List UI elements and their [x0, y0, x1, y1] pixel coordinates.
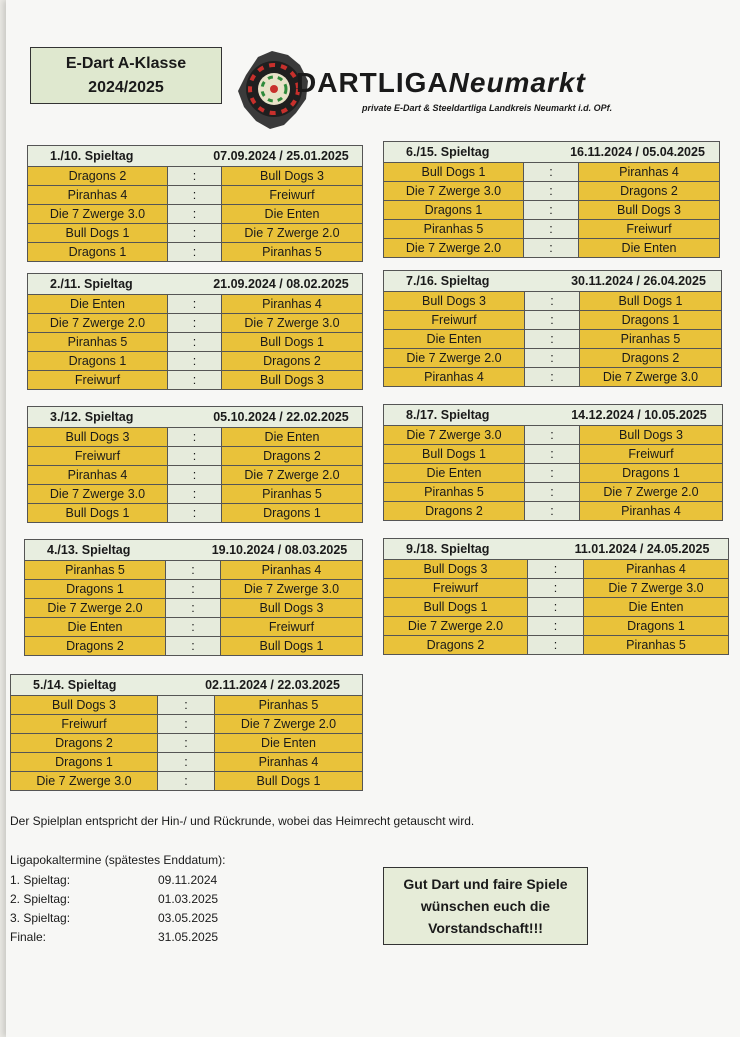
away-team: Bull Dogs 3: [579, 201, 719, 219]
away-team: Dragons 2: [579, 182, 719, 200]
away-team: Bull Dogs 3: [222, 371, 362, 389]
away-team: Die 7 Zwerge 3.0: [221, 580, 362, 598]
match-row: [384, 464, 722, 483]
cup-round-label: 2. Spieltag:: [10, 892, 71, 906]
match-separator: :: [528, 598, 584, 616]
match-separator: :: [166, 561, 221, 579]
matchday-block: [27, 406, 363, 523]
matchday-header: [384, 271, 721, 292]
match-separator: :: [166, 637, 221, 655]
matchday-label: 9./18. Spieltag: [406, 542, 490, 556]
matchday-dates: 07.09.2024 / 25.01.2025: [213, 149, 349, 163]
greeting-line: Vorstandschaft!!!: [428, 920, 543, 936]
matchday-dates: 14.12.2024 / 10.05.2025: [571, 408, 707, 422]
away-team: Die Enten: [222, 428, 362, 446]
away-team: Bull Dogs 3: [222, 167, 362, 185]
away-team: Die 7 Zwerge 3.0: [580, 368, 721, 386]
home-team: Bull Dogs 1: [28, 224, 168, 242]
match-separator: :: [524, 163, 579, 181]
away-team: Piranhas 5: [584, 636, 728, 654]
match-row: [384, 368, 721, 386]
match-separator: :: [158, 772, 215, 790]
match-row: [384, 560, 728, 579]
match-row: [28, 186, 362, 205]
home-team: Bull Dogs 1: [384, 163, 524, 181]
matchday-header: [28, 146, 362, 167]
matchday-label: 7./16. Spieltag: [406, 274, 490, 288]
match-separator: :: [524, 201, 579, 219]
match-separator: :: [166, 580, 221, 598]
home-team: Bull Dogs 1: [28, 504, 168, 522]
matchday-block: [10, 674, 363, 791]
away-team: Freiwurf: [221, 618, 362, 636]
home-team: Bull Dogs 1: [384, 598, 528, 616]
away-team: Dragons 2: [580, 349, 721, 367]
away-team: Die Enten: [579, 239, 719, 257]
match-separator: :: [168, 485, 222, 503]
home-team: Dragons 2: [384, 502, 525, 520]
cup-round-label: 1. Spieltag:: [10, 873, 71, 887]
away-team: Die 7 Zwerge 2.0: [215, 715, 362, 733]
away-team: Die 7 Zwerge 3.0: [584, 579, 728, 597]
match-row: [28, 371, 362, 389]
match-row: [28, 295, 362, 314]
matchday-dates: 02.11.2024 / 22.03.2025: [205, 678, 340, 692]
match-separator: :: [525, 464, 580, 482]
matchday-dates: 30.11.2024 / 26.04.2025: [571, 274, 706, 288]
match-separator: :: [168, 224, 222, 242]
match-row: [28, 466, 362, 485]
matchday-block: [27, 273, 363, 390]
cup-row: [10, 873, 250, 891]
greeting-line: Gut Dart und faire Spiele: [403, 876, 568, 892]
home-team: Freiwurf: [384, 579, 528, 597]
home-team: Die 7 Zwerge 3.0: [384, 182, 524, 200]
match-separator: :: [525, 349, 580, 367]
logo-subtitle: private E-Dart & Steeldartliga Landkreis Neumarkt i.d. OPf.: [362, 103, 613, 113]
match-separator: :: [528, 560, 584, 578]
match-row: [28, 447, 362, 466]
match-separator: :: [525, 502, 580, 520]
match-row: [11, 715, 362, 734]
cup-row: [10, 930, 250, 948]
match-row: [384, 292, 721, 311]
home-team: Bull Dogs 3: [28, 428, 168, 446]
match-separator: :: [528, 579, 584, 597]
match-row: [25, 618, 362, 637]
match-separator: :: [528, 617, 584, 635]
match-row: [28, 243, 362, 261]
match-separator: :: [166, 599, 221, 617]
matchday-header: [384, 539, 728, 560]
matchday-block: [383, 141, 720, 258]
home-team: Dragons 1: [25, 580, 166, 598]
match-row: [384, 311, 721, 330]
home-team: Die Enten: [28, 295, 168, 313]
matchday-block: [27, 145, 363, 262]
dartliga-logo: [236, 47, 706, 132]
match-row: [11, 772, 362, 790]
match-separator: :: [525, 330, 580, 348]
away-team: Bull Dogs 3: [221, 599, 362, 617]
home-team: Piranhas 5: [384, 220, 524, 238]
matchday-header: [25, 540, 362, 561]
home-team: Freiwurf: [384, 311, 525, 329]
season-title: 2024/2025: [88, 78, 164, 96]
match-row: [28, 314, 362, 333]
match-separator: :: [168, 295, 222, 313]
cup-round-date: 31.05.2025: [158, 930, 219, 944]
match-separator: :: [168, 466, 222, 484]
match-row: [28, 504, 362, 522]
matchday-dates: 16.11.2024 / 05.04.2025: [570, 145, 705, 159]
greeting-box: [383, 867, 588, 945]
home-team: Piranhas 5: [384, 483, 525, 501]
away-team: Piranhas 5: [222, 485, 362, 503]
home-team: Bull Dogs 3: [11, 696, 158, 714]
match-row: [384, 617, 728, 636]
match-separator: :: [168, 186, 222, 204]
cup-round-date: 03.05.2025: [158, 911, 219, 925]
away-team: Piranhas 5: [215, 696, 362, 714]
away-team: Die Enten: [215, 734, 362, 752]
home-team: Bull Dogs 1: [384, 445, 525, 463]
match-separator: :: [525, 426, 580, 444]
home-team: Dragons 2: [28, 167, 168, 185]
matchday-label: 8./17. Spieltag: [406, 408, 490, 422]
matchday-label: 5./14. Spieltag: [33, 678, 117, 692]
match-row: [384, 201, 719, 220]
home-team: Dragons 2: [384, 636, 528, 654]
home-team: Die 7 Zwerge 2.0: [384, 349, 525, 367]
home-team: Die 7 Zwerge 3.0: [28, 485, 168, 503]
matchday-block: [383, 404, 723, 521]
home-team: Die 7 Zwerge 3.0: [384, 426, 525, 444]
matchday-label: 3./12. Spieltag: [50, 410, 134, 424]
home-team: Dragons 2: [11, 734, 158, 752]
match-row: [384, 579, 728, 598]
home-team: Piranhas 4: [384, 368, 525, 386]
matchday-dates: 21.09.2024 / 08.02.2025: [213, 277, 349, 291]
greeting-line: wünschen euch die: [420, 898, 551, 914]
match-separator: :: [158, 696, 215, 714]
matchday-label: 4./13. Spieltag: [47, 543, 131, 557]
away-team: Dragons 2: [222, 352, 362, 370]
home-team: Die 7 Zwerge 3.0: [28, 205, 168, 223]
away-team: Piranhas 4: [580, 502, 722, 520]
match-separator: :: [524, 182, 579, 200]
match-row: [28, 428, 362, 447]
cup-row: [10, 892, 250, 910]
home-team: Piranhas 5: [28, 333, 168, 351]
home-team: Freiwurf: [11, 715, 158, 733]
away-team: Die 7 Zwerge 3.0: [222, 314, 362, 332]
home-team: Dragons 1: [384, 201, 524, 219]
match-separator: :: [158, 715, 215, 733]
match-separator: :: [166, 618, 221, 636]
matchday-header: [28, 274, 362, 295]
home-team: Piranhas 4: [28, 186, 168, 204]
match-row: [25, 637, 362, 655]
away-team: Die Enten: [584, 598, 728, 616]
match-row: [384, 182, 719, 201]
class-title: E-Dart A-Klasse: [65, 54, 187, 72]
match-separator: :: [168, 352, 222, 370]
match-row: [384, 636, 728, 654]
match-separator: :: [158, 734, 215, 752]
match-separator: :: [525, 483, 580, 501]
cup-round-label: 3. Spieltag:: [10, 911, 71, 925]
away-team: Piranhas 4: [221, 561, 362, 579]
home-team: Dragons 2: [25, 637, 166, 655]
match-row: [28, 224, 362, 243]
away-team: Freiwurf: [580, 445, 722, 463]
away-team: Bull Dogs 3: [580, 426, 722, 444]
away-team: Dragons 2: [222, 447, 362, 465]
match-row: [384, 502, 722, 520]
away-team: Freiwurf: [579, 220, 719, 238]
home-team: Dragons 1: [28, 352, 168, 370]
match-separator: :: [168, 243, 222, 261]
match-row: [28, 485, 362, 504]
home-team: Freiwurf: [28, 371, 168, 389]
match-separator: :: [168, 371, 222, 389]
match-row: [384, 349, 721, 368]
home-team: Die 7 Zwerge 3.0: [11, 772, 158, 790]
away-team: Die 7 Zwerge 2.0: [222, 466, 362, 484]
away-team: Dragons 1: [584, 617, 728, 635]
matchday-dates: 19.10.2024 / 08.03.2025: [211, 543, 348, 557]
match-row: [384, 426, 722, 445]
match-row: [384, 163, 719, 182]
match-separator: :: [528, 636, 584, 654]
class-title-box: [30, 47, 222, 104]
away-team: Piranhas 5: [580, 330, 721, 348]
matchday-block: [24, 539, 363, 656]
match-separator: :: [525, 292, 580, 310]
matchday-block: [383, 270, 722, 387]
away-team: Die 7 Zwerge 2.0: [222, 224, 362, 242]
match-row: [384, 330, 721, 349]
matchday-dates: 05.10.2024 / 22.02.2025: [213, 410, 349, 424]
match-row: [28, 352, 362, 371]
matchday-label: 6./15. Spieltag: [406, 145, 490, 159]
home-team: Dragons 1: [28, 243, 168, 261]
match-separator: :: [524, 220, 579, 238]
matchday-header: [11, 675, 362, 696]
match-separator: :: [525, 311, 580, 329]
away-team: Die 7 Zwerge 2.0: [580, 483, 722, 501]
home-team: Die Enten: [25, 618, 166, 636]
match-separator: :: [168, 333, 222, 351]
home-team: Die Enten: [384, 330, 525, 348]
match-row: [384, 483, 722, 502]
away-team: Bull Dogs 1: [222, 333, 362, 351]
away-team: Dragons 1: [580, 311, 721, 329]
away-team: Piranhas 4: [222, 295, 362, 313]
match-row: [11, 696, 362, 715]
match-separator: :: [158, 753, 215, 771]
match-row: [11, 734, 362, 753]
home-team: Freiwurf: [28, 447, 168, 465]
matchday-label: 2./11. Spieltag: [50, 277, 133, 291]
matchday-block: [383, 538, 729, 655]
match-row: [25, 561, 362, 580]
match-separator: :: [168, 314, 222, 332]
home-team: Die 7 Zwerge 2.0: [28, 314, 168, 332]
logo-wordmark: DARTLIGANeumarkt: [296, 67, 586, 98]
match-row: [384, 445, 722, 464]
match-row: [28, 333, 362, 352]
home-team: Die Enten: [384, 464, 525, 482]
away-team: Bull Dogs 1: [221, 637, 362, 655]
match-separator: :: [168, 205, 222, 223]
home-team: Piranhas 4: [28, 466, 168, 484]
matchday-header: [28, 407, 362, 428]
cup-title: Ligapokaltermine (spätestes Enddatum):: [10, 853, 226, 867]
match-row: [11, 753, 362, 772]
match-row: [28, 205, 362, 224]
cup-round-label: Finale:: [10, 930, 47, 944]
match-separator: :: [168, 447, 222, 465]
away-team: Bull Dogs 1: [215, 772, 362, 790]
match-row: [28, 167, 362, 186]
match-separator: :: [525, 368, 580, 386]
away-team: Bull Dogs 1: [580, 292, 721, 310]
match-separator: :: [524, 239, 579, 257]
away-team: Dragons 1: [222, 504, 362, 522]
away-team: Dragons 1: [580, 464, 722, 482]
schedule-note: Der Spielplan entspricht der Hin-/ und Rückrunde, wobei das Heimrecht getauscht wird.: [10, 814, 475, 828]
home-team: Dragons 1: [11, 753, 158, 771]
away-team: Die Enten: [222, 205, 362, 223]
away-team: Piranhas 4: [215, 753, 362, 771]
away-team: Piranhas 4: [584, 560, 728, 578]
matchday-label: 1./10. Spieltag: [50, 149, 134, 163]
match-row: [384, 598, 728, 617]
cup-row: [10, 911, 250, 929]
matchday-header: [384, 142, 719, 163]
home-team: Piranhas 5: [25, 561, 166, 579]
match-row: [384, 220, 719, 239]
match-row: [25, 599, 362, 618]
home-team: Bull Dogs 3: [384, 560, 528, 578]
away-team: Piranhas 5: [222, 243, 362, 261]
away-team: Piranhas 4: [579, 163, 719, 181]
match-separator: :: [168, 428, 222, 446]
home-team: Die 7 Zwerge 2.0: [384, 617, 528, 635]
home-team: Die 7 Zwerge 2.0: [25, 599, 166, 617]
cup-round-date: 09.11.2024: [158, 873, 218, 887]
match-row: [25, 580, 362, 599]
home-team: Bull Dogs 3: [384, 292, 525, 310]
away-team: Freiwurf: [222, 186, 362, 204]
match-separator: :: [168, 504, 222, 522]
cup-round-date: 01.03.2025: [158, 892, 219, 906]
match-separator: :: [525, 445, 580, 463]
home-team: Die 7 Zwerge 2.0: [384, 239, 524, 257]
matchday-dates: 11.01.2024 / 24.05.2025: [574, 542, 710, 556]
match-row: [384, 239, 719, 257]
matchday-header: [384, 405, 722, 426]
match-separator: :: [168, 167, 222, 185]
